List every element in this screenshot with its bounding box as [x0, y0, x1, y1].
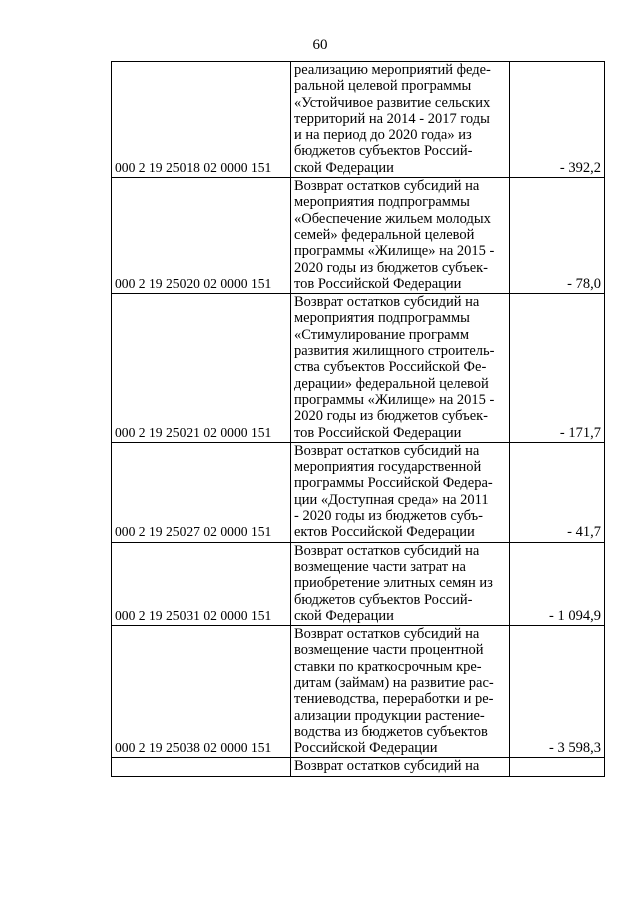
description-line: бюджетов субъектов Россий- — [294, 143, 473, 160]
description-cell — [291, 178, 510, 294]
description-cell — [291, 626, 510, 758]
description-line: Возврат остатков субсидий на — [294, 758, 480, 775]
description-line: Возврат остатков субсидий на — [294, 442, 480, 459]
classification-code-cell: 000 2 19 25038 02 0000 151 — [112, 626, 291, 758]
amount-cell: - 41,7 — [510, 442, 605, 542]
amount-cell: - 171,7 — [510, 294, 605, 443]
description-cell — [291, 62, 510, 178]
table-row — [112, 62, 605, 178]
table-row — [112, 294, 605, 443]
table-row — [112, 758, 605, 776]
description-line: ализации продукции растение- — [294, 707, 485, 724]
description-line: мероприятия государственной — [294, 459, 482, 476]
description-line: Возврат остатков субсидий на — [294, 294, 480, 311]
description-line: 2020 годы из бюджетов субъек- — [294, 259, 489, 276]
description-line: возмещение части затрат на — [294, 558, 466, 575]
description-line: ства субъектов Российской Фе- — [294, 359, 487, 376]
description-line: водства из бюджетов субъектов — [294, 723, 488, 740]
description-line: территорий на 2014 - 2017 годы — [294, 110, 490, 127]
description-line: дерации» федеральной целевой — [294, 375, 489, 392]
description-line: тениеводства, переработки и ре- — [294, 691, 494, 708]
description-line: программы «Жилище» на 2015 - — [294, 391, 495, 408]
description-line: Возврат остатков субсидий на — [294, 542, 480, 559]
classification-code-cell — [112, 758, 291, 776]
description-cell — [291, 294, 510, 443]
description-line: ральной целевой программы — [294, 78, 472, 95]
budget-table — [111, 61, 605, 777]
description-line: - 2020 годы из бюджетов субъ- — [294, 508, 483, 525]
description-line: ской Федерации — [294, 159, 394, 176]
amount-cell: - 1 094,9 — [510, 542, 605, 625]
amount-cell: - 3 598,3 — [510, 626, 605, 758]
description-line: «Стимулирование программ — [294, 326, 470, 343]
classification-code-cell: 000 2 19 25018 02 0000 151 — [112, 62, 291, 178]
description-line: тов Российской Федерации — [294, 275, 462, 292]
description-line: программы Российской Федера- — [294, 475, 493, 492]
description-line: дитам (займам) на развитие рас- — [294, 674, 494, 691]
description-line: и на период до 2020 года» из — [294, 127, 472, 144]
description-line: Российской Федерации — [294, 740, 438, 757]
description-line: мероприятия подпрограммы — [294, 310, 470, 327]
table-body — [112, 62, 605, 777]
description-line: ектов Российской Федерации — [294, 524, 475, 541]
description-line: мероприятия подпрограммы — [294, 194, 470, 211]
description-line: бюджетов субъектов Россий- — [294, 591, 473, 608]
description-line: ской Федерации — [294, 607, 394, 624]
description-line: Возврат остатков субсидий на — [294, 178, 480, 195]
classification-code-cell: 000 2 19 25031 02 0000 151 — [112, 542, 291, 625]
description-line: развития жилищного строитель- — [294, 343, 495, 360]
description-line: 2020 годы из бюджетов субъек- — [294, 408, 489, 425]
amount-cell — [510, 758, 605, 776]
classification-code-cell: 000 2 19 25027 02 0000 151 — [112, 442, 291, 542]
amount-cell: - 78,0 — [510, 178, 605, 294]
classification-code-cell: 000 2 19 25021 02 0000 151 — [112, 294, 291, 443]
description-line: семей» федеральной целевой — [294, 226, 475, 243]
description-line: «Обеспечение жильем молодых — [294, 210, 491, 227]
description-cell — [291, 442, 510, 542]
table-row — [112, 542, 605, 625]
description-cell — [291, 758, 510, 776]
description-line: тов Российской Федерации — [294, 424, 462, 441]
description-line: ставки по краткосрочным кре- — [294, 658, 482, 675]
description-line: ции «Доступная среда» на 2011 — [294, 491, 489, 508]
description-line: программы «Жилище» на 2015 - — [294, 243, 495, 260]
description-cell — [291, 542, 510, 625]
description-line: «Устойчивое развитие сельских — [294, 94, 491, 111]
classification-code-cell: 000 2 19 25020 02 0000 151 — [112, 178, 291, 294]
table-row — [112, 626, 605, 758]
description-line: возмещение части процентной — [294, 642, 484, 659]
table-row — [112, 442, 605, 542]
description-line: реализацию мероприятий феде- — [294, 62, 491, 78]
page-number: 60 — [312, 37, 328, 53]
amount-cell: - 392,2 — [510, 62, 605, 178]
description-line: приобретение элитных семян из — [294, 575, 493, 592]
description-line: Возврат остатков субсидий на — [294, 626, 480, 643]
table-row — [112, 178, 605, 294]
